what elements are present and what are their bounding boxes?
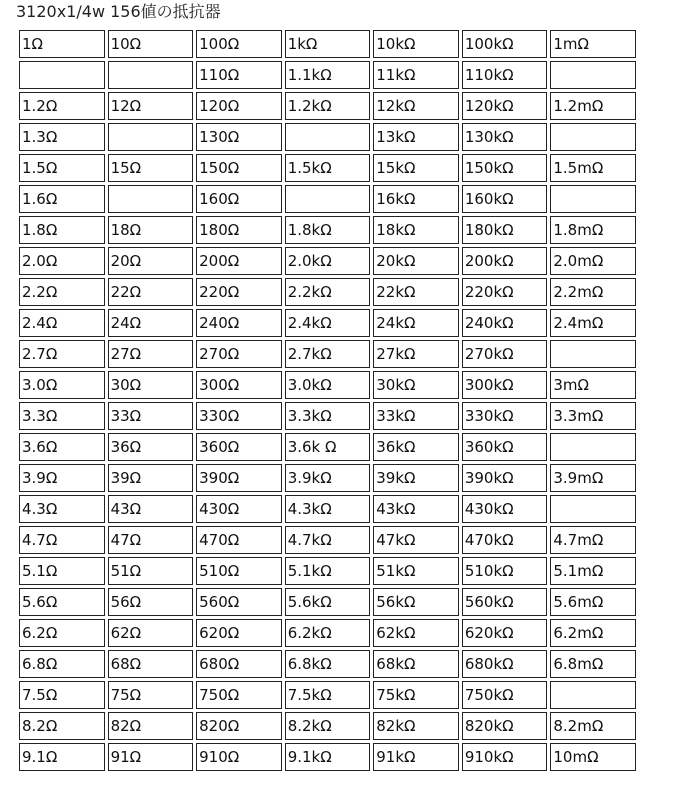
table-cell: 360kΩ [462, 433, 548, 461]
table-row [19, 185, 636, 213]
table-cell: 160Ω [196, 185, 282, 213]
table-cell: 470Ω [196, 526, 282, 554]
table-cell: 51Ω [108, 557, 194, 585]
table-cell: 6.8mΩ [550, 650, 636, 678]
table-cell: 3.9kΩ [285, 464, 371, 492]
table-cell: 8.2kΩ [285, 712, 371, 740]
table-cell [108, 61, 194, 89]
table-cell: 1kΩ [285, 30, 371, 58]
table-cell: 2.2mΩ [550, 278, 636, 306]
table-cell: 82Ω [108, 712, 194, 740]
table-cell: 56kΩ [373, 588, 459, 616]
table-cell: 6.2kΩ [285, 619, 371, 647]
table-cell: 47kΩ [373, 526, 459, 554]
table-cell: 24Ω [108, 309, 194, 337]
table-cell: 3.0Ω [19, 371, 105, 399]
table-cell: 10Ω [108, 30, 194, 58]
table-cell: 430Ω [196, 495, 282, 523]
table-cell: 620kΩ [462, 619, 548, 647]
table-body [19, 30, 636, 771]
table-cell: 6.2Ω [19, 619, 105, 647]
table-row [19, 30, 636, 58]
table-row [19, 247, 636, 275]
table-cell: 130kΩ [462, 123, 548, 151]
table-row [19, 154, 636, 182]
table-cell: 3.0kΩ [285, 371, 371, 399]
table-cell: 130Ω [196, 123, 282, 151]
table-cell [550, 61, 636, 89]
table-cell: 1.6Ω [19, 185, 105, 213]
table-cell [550, 340, 636, 368]
table-row [19, 123, 636, 151]
table-cell [285, 185, 371, 213]
table-cell: 10kΩ [373, 30, 459, 58]
table-cell: 3.9Ω [19, 464, 105, 492]
table-cell: 300Ω [196, 371, 282, 399]
table-cell: 5.6Ω [19, 588, 105, 616]
table-cell: 240kΩ [462, 309, 548, 337]
table-cell: 2.4Ω [19, 309, 105, 337]
table-cell: 10mΩ [550, 743, 636, 771]
table-cell: 3.6k Ω [285, 433, 371, 461]
table-cell: 390Ω [196, 464, 282, 492]
table-cell: 62Ω [108, 619, 194, 647]
table-row [19, 61, 636, 89]
table-cell: 680kΩ [462, 650, 548, 678]
table-cell: 33Ω [108, 402, 194, 430]
table-cell: 11kΩ [373, 61, 459, 89]
table-cell: 6.8kΩ [285, 650, 371, 678]
table-cell: 30kΩ [373, 371, 459, 399]
table-cell: 300kΩ [462, 371, 548, 399]
table-cell: 22kΩ [373, 278, 459, 306]
table-cell: 5.1Ω [19, 557, 105, 585]
table-row [19, 712, 636, 740]
table-cell: 110kΩ [462, 61, 548, 89]
table-cell: 91kΩ [373, 743, 459, 771]
table-cell: 2.7kΩ [285, 340, 371, 368]
table-cell: 1.5mΩ [550, 154, 636, 182]
table-cell: 160kΩ [462, 185, 548, 213]
table-cell: 750Ω [196, 681, 282, 709]
table-cell: 82kΩ [373, 712, 459, 740]
table-cell [550, 185, 636, 213]
table-cell: 1.5kΩ [285, 154, 371, 182]
table-cell: 43Ω [108, 495, 194, 523]
table-cell: 910Ω [196, 743, 282, 771]
table-cell [550, 495, 636, 523]
table-cell: 4.7mΩ [550, 526, 636, 554]
table-cell: 5.1mΩ [550, 557, 636, 585]
table-cell: 22Ω [108, 278, 194, 306]
table-row [19, 278, 636, 306]
table-row [19, 433, 636, 461]
table-cell: 75Ω [108, 681, 194, 709]
table-cell: 56Ω [108, 588, 194, 616]
table-row [19, 557, 636, 585]
table-row [19, 402, 636, 430]
table-cell [550, 433, 636, 461]
table-cell: 2.0Ω [19, 247, 105, 275]
table-cell: 15Ω [108, 154, 194, 182]
table-cell: 7.5Ω [19, 681, 105, 709]
table-row [19, 619, 636, 647]
table-cell: 3.3Ω [19, 402, 105, 430]
table-cell: 75kΩ [373, 681, 459, 709]
table-cell: 3.6Ω [19, 433, 105, 461]
table-cell: 39kΩ [373, 464, 459, 492]
table-cell: 240Ω [196, 309, 282, 337]
table-cell: 8.2mΩ [550, 712, 636, 740]
table-cell [108, 123, 194, 151]
table-cell: 2.4kΩ [285, 309, 371, 337]
table-cell: 33kΩ [373, 402, 459, 430]
table-cell: 100Ω [196, 30, 282, 58]
table-row [19, 495, 636, 523]
table-cell: 180Ω [196, 216, 282, 244]
table-row [19, 371, 636, 399]
table-row [19, 526, 636, 554]
table-cell [285, 123, 371, 151]
table-cell: 12kΩ [373, 92, 459, 120]
table-cell: 47Ω [108, 526, 194, 554]
table-cell: 910kΩ [462, 743, 548, 771]
table-cell: 7.5kΩ [285, 681, 371, 709]
table-cell: 270Ω [196, 340, 282, 368]
table-cell: 36Ω [108, 433, 194, 461]
table-cell: 200kΩ [462, 247, 548, 275]
table-cell: 2.0kΩ [285, 247, 371, 275]
table-cell: 15kΩ [373, 154, 459, 182]
table-cell: 330kΩ [462, 402, 548, 430]
table-cell: 820Ω [196, 712, 282, 740]
table-cell: 430kΩ [462, 495, 548, 523]
table-cell [550, 681, 636, 709]
resistor-value-table [16, 27, 639, 774]
table-cell: 120Ω [196, 92, 282, 120]
table-cell: 200Ω [196, 247, 282, 275]
table-cell: 4.7kΩ [285, 526, 371, 554]
table-cell: 1.8kΩ [285, 216, 371, 244]
table-cell: 150Ω [196, 154, 282, 182]
table-cell: 20kΩ [373, 247, 459, 275]
table-cell: 24kΩ [373, 309, 459, 337]
table-cell: 560Ω [196, 588, 282, 616]
table-row [19, 309, 636, 337]
table-row [19, 92, 636, 120]
table-cell: 8.2Ω [19, 712, 105, 740]
table-row [19, 743, 636, 771]
table-row [19, 681, 636, 709]
table-cell: 510kΩ [462, 557, 548, 585]
table-cell: 510Ω [196, 557, 282, 585]
table-row [19, 588, 636, 616]
table-cell: 3mΩ [550, 371, 636, 399]
table-cell: 560kΩ [462, 588, 548, 616]
table-cell: 270kΩ [462, 340, 548, 368]
table-cell: 91Ω [108, 743, 194, 771]
table-cell: 43kΩ [373, 495, 459, 523]
table-cell: 3.3mΩ [550, 402, 636, 430]
table-cell: 6.8Ω [19, 650, 105, 678]
table-cell: 3.3kΩ [285, 402, 371, 430]
table-cell: 470kΩ [462, 526, 548, 554]
table-cell: 2.7Ω [19, 340, 105, 368]
table-cell: 1.2kΩ [285, 92, 371, 120]
table-cell [19, 61, 105, 89]
table-cell: 68Ω [108, 650, 194, 678]
table-cell: 27Ω [108, 340, 194, 368]
table-cell: 5.6mΩ [550, 588, 636, 616]
table-cell: 1.8mΩ [550, 216, 636, 244]
table-cell: 620Ω [196, 619, 282, 647]
table-cell: 16kΩ [373, 185, 459, 213]
table-cell: 36kΩ [373, 433, 459, 461]
table-row [19, 340, 636, 368]
table-cell: 2.2Ω [19, 278, 105, 306]
table-cell: 27kΩ [373, 340, 459, 368]
table-cell: 220Ω [196, 278, 282, 306]
table-cell: 4.3Ω [19, 495, 105, 523]
table-cell: 6.2mΩ [550, 619, 636, 647]
table-cell: 750kΩ [462, 681, 548, 709]
table-cell: 2.0mΩ [550, 247, 636, 275]
table-cell: 2.2kΩ [285, 278, 371, 306]
table-cell: 100kΩ [462, 30, 548, 58]
table-row [19, 216, 636, 244]
table-cell: 18Ω [108, 216, 194, 244]
table-cell: 1.2Ω [19, 92, 105, 120]
table-row [19, 464, 636, 492]
table-cell: 9.1Ω [19, 743, 105, 771]
table-cell: 150kΩ [462, 154, 548, 182]
table-cell: 820kΩ [462, 712, 548, 740]
table-cell: 390kΩ [462, 464, 548, 492]
table-cell: 4.3kΩ [285, 495, 371, 523]
table-cell: 110Ω [196, 61, 282, 89]
table-cell: 1.2mΩ [550, 92, 636, 120]
page-title: 3120x1/4w 156値の抵抗器 [16, 2, 221, 21]
table-cell: 360Ω [196, 433, 282, 461]
table-cell: 2.4mΩ [550, 309, 636, 337]
table-cell: 13kΩ [373, 123, 459, 151]
table-cell: 120kΩ [462, 92, 548, 120]
table-cell: 51kΩ [373, 557, 459, 585]
table-row [19, 650, 636, 678]
table-cell: 30Ω [108, 371, 194, 399]
table-cell: 39Ω [108, 464, 194, 492]
table-cell: 1.5Ω [19, 154, 105, 182]
table-cell [550, 123, 636, 151]
table-cell: 9.1kΩ [285, 743, 371, 771]
table-cell: 5.6kΩ [285, 588, 371, 616]
table-cell: 330Ω [196, 402, 282, 430]
table-cell: 220kΩ [462, 278, 548, 306]
table-cell: 180kΩ [462, 216, 548, 244]
table-cell: 62kΩ [373, 619, 459, 647]
table-cell: 68kΩ [373, 650, 459, 678]
table-cell: 680Ω [196, 650, 282, 678]
table-cell: 1mΩ [550, 30, 636, 58]
table-cell: 18kΩ [373, 216, 459, 244]
table-cell: 4.7Ω [19, 526, 105, 554]
table-cell: 1.1kΩ [285, 61, 371, 89]
table-cell: 12Ω [108, 92, 194, 120]
table-cell: 1.8Ω [19, 216, 105, 244]
table-cell: 3.9mΩ [550, 464, 636, 492]
table-cell: 1.3Ω [19, 123, 105, 151]
table-cell: 5.1kΩ [285, 557, 371, 585]
table-cell: 1Ω [19, 30, 105, 58]
table-cell [108, 185, 194, 213]
table-cell: 20Ω [108, 247, 194, 275]
